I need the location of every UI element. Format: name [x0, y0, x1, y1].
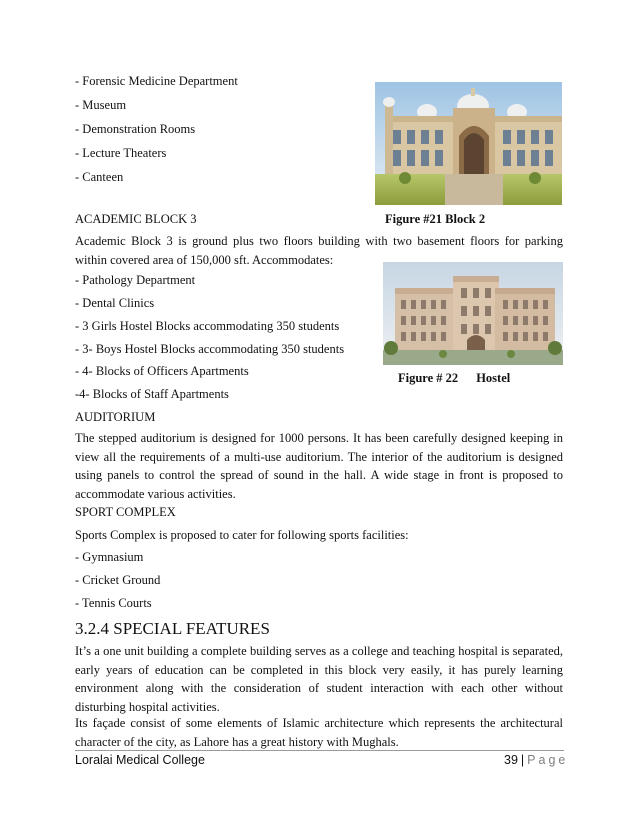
list-item: - 4- Blocks of Officers Apartments — [75, 364, 249, 378]
figure-block-2-image — [375, 82, 562, 205]
auditorium-paragraph: The stepped auditorium is designed for 1000 persons. It has been carefully designed keeping in view all the requirements of a multi-use auditorium. The interior of the auditorium is designed using panels to control the spread of sound in the hall. A wide stage in front is proposed to accommodate various activities. — [75, 431, 563, 501]
list-item: - Pathology Department — [75, 273, 196, 287]
footer-divider — [75, 750, 564, 751]
list-item: - Demonstration Rooms — [75, 122, 196, 136]
page-number: 39 — [504, 753, 518, 767]
footer-page-info — [504, 753, 568, 768]
figure-22-title: Hostel — [476, 371, 511, 385]
section-heading-auditorium: AUDITORIUM — [75, 410, 156, 424]
sport-complex-intro: Sports Complex is proposed to cater for following sports facilities: — [75, 528, 409, 542]
list-item: - Canteen — [75, 170, 124, 184]
special-features-paragraph-1: It’s a one unit building a complete building serves as a college and teaching hospital is separated, early years of education can be completed in this block very easily, it has purely learning environment along with the consideration of student interaction with each other without disturbing hospital activities. — [75, 644, 563, 714]
footer-college-name: Loralai Medical College — [75, 753, 205, 767]
list-item: - 3- Boys Hostel Blocks accommodating 350 students — [75, 342, 345, 356]
list-item: -4- Blocks of Staff Apartments — [75, 387, 229, 401]
figure-22-number: Figure # 22 — [398, 371, 459, 385]
list-item: - Lecture Theaters — [75, 146, 167, 160]
figure-21-caption: Figure #21 Block 2 — [385, 212, 486, 226]
section-heading-block-3: ACADEMIC BLOCK 3 — [75, 212, 197, 226]
special-features-paragraph-2: Its façade consist of some elements of Islamic architecture which represents the architectural character of the city, as Lahore has a great history with Mughals. — [75, 716, 563, 749]
page-word: Page — [527, 753, 569, 767]
list-item: - Forensic Medicine Department — [75, 74, 238, 88]
list-item: - Gymnasium — [75, 550, 144, 564]
list-item: - Tennis Courts — [75, 596, 152, 610]
list-item: - 3 Girls Hostel Blocks accommodating 350 students — [75, 319, 340, 333]
section-heading-sport-complex: SPORT COMPLEX — [75, 505, 176, 519]
footer-separator: | — [520, 753, 525, 767]
list-item: - Dental Clinics — [75, 296, 155, 310]
section-heading-special-features: 3.2.4 SPECIAL FEATURES — [75, 619, 270, 638]
figure-hostel-image — [383, 262, 563, 365]
list-item: - Cricket Ground — [75, 573, 161, 587]
list-item: - Museum — [75, 98, 127, 112]
figure-22-caption — [398, 371, 510, 386]
block-3-paragraph: Academic Block 3 is ground plus two floors building with two basement floors for parking within covered area of 150,000 sft. Accommodates: — [75, 234, 563, 267]
